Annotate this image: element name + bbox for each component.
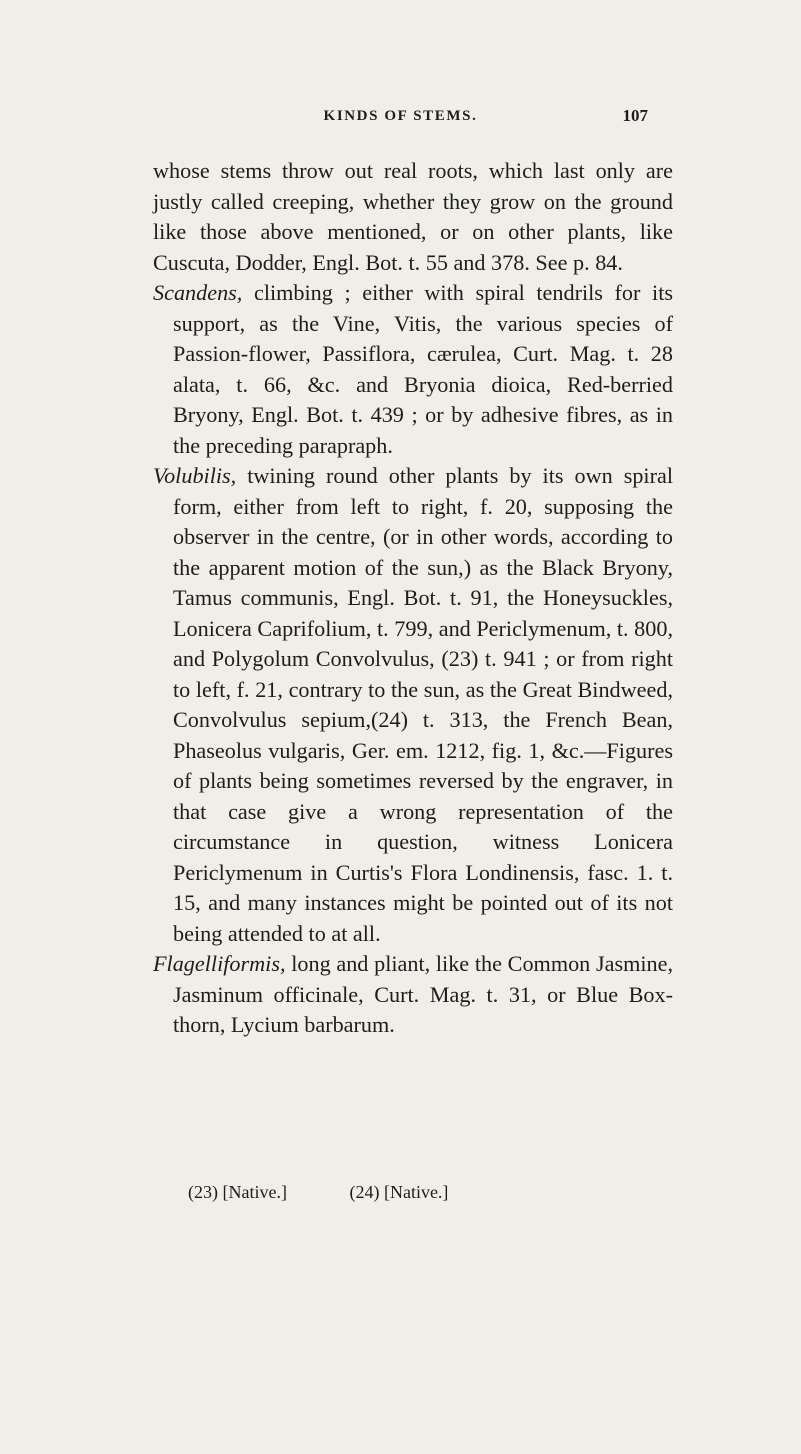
footnote-24: (24) [Native.] — [349, 1182, 449, 1202]
paragraph-term: Flagelliformis, — [153, 951, 286, 976]
paragraph-text: climbing ; either with spiral tendrils for its support, as the Vine, Vitis, the various species of Passion-flower, Passiflora, cærulea, Curt. Mag. t. 28 alata, t. 66, &c. and Bryonia dioica, Red-berried Bryony, Engl. Bot. t. 439 ; or by adhesive fibres, as in the preceding parapraph. — [173, 280, 673, 458]
page-number: 107 — [622, 106, 648, 125]
paragraph-term: Volubilis, — [153, 463, 237, 488]
footnote-23: (23) [Native.] — [188, 1182, 287, 1202]
paragraph-volubilis — [153, 461, 673, 949]
page-header — [0, 108, 801, 138]
paragraph-continuation — [153, 156, 673, 278]
paragraph-flagelliformis — [153, 949, 673, 1041]
paragraph-text: twining round other plants by its own spiral form, either from left to right, f. 20, supposing the observer in the centre, (or in other words, according to the apparent motion of the sun,) as the Black Bryony, Tamus communis, Engl. Bot. t. 91, the Honeysuckles, Lonicera Caprifolium, t. 799, and Periclymenum, t. 800, and Polygolum Convolvulus, (23) t. 941 ; or from right to left, f. 21, contrary to the sun, as the Great Bindweed, Convolvulus sepium,(24) t. 313, the French Bean, Phaseolus vulgaris, Ger. em. 1212, fig. 1, &c.—Figures of plants being sometimes reversed by the engraver, in that case give a wrong representation of the circumstance in question, witness Lonicera Periclymenum in Curtis's Flora Londinensis, fasc. 1. t. 15, and many instances might be pointed out of its not being attended to at all. — [173, 463, 673, 946]
paragraph-scandens — [153, 278, 673, 461]
running-head: KINDS OF STEMS. — [323, 108, 478, 124]
paragraph-text: long and pliant, like the Common Jasmine, Jasminum officinale, Curt. Mag. t. 31, or Blue Box-thorn, Lycium barbarum. — [173, 951, 673, 1037]
footnotes — [188, 1182, 448, 1203]
paragraph-term: Scandens, — [153, 280, 243, 305]
paragraph-text: whose stems throw out real roots, which last only are justly called creeping, whether they grow on the ground like those above mentioned, or on other plants, like Cuscuta, Dodder, Engl. Bot. t. 55 and 378. See p. 84. — [153, 158, 673, 275]
body-text — [153, 156, 673, 1041]
